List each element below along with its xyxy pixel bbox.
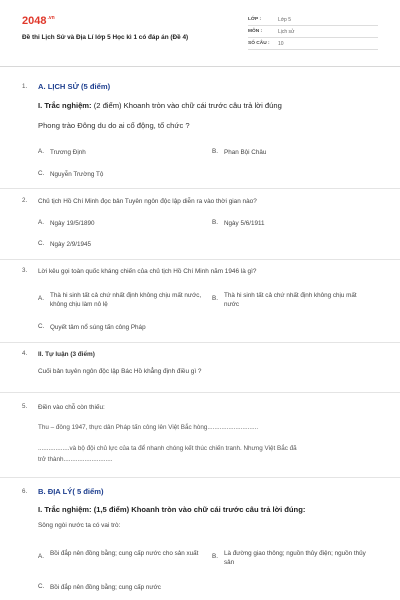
- question-number: 6.: [22, 488, 28, 495]
- fill-line-3: trở thành............................: [38, 456, 113, 463]
- option-letter: C.: [38, 170, 45, 177]
- option-a[interactable]: [38, 549, 208, 560]
- question-text: Sông ngòi nước ta có vai trò:: [38, 522, 121, 529]
- option-b[interactable]: [212, 549, 372, 567]
- document-header: [22, 0, 378, 68]
- option-letter: C.: [38, 240, 45, 247]
- option-letter: A.: [38, 553, 44, 560]
- question-2: [22, 197, 378, 255]
- question-4: [22, 350, 378, 390]
- meta-row-count: [248, 38, 378, 50]
- option-text: Là đường giao thông; nguồn thủy điện; nguồn thủy sản: [224, 550, 366, 566]
- instruction: [38, 99, 378, 112]
- option-letter: B.: [212, 219, 218, 226]
- option-text: Nguyễn Trường Tộ: [50, 171, 104, 178]
- option-text: Ngày 2/9/1945: [50, 241, 91, 248]
- meta-row-class: [248, 14, 378, 26]
- option-c[interactable]: [38, 240, 91, 249]
- option-b[interactable]: [212, 148, 266, 157]
- meta-value: Lớp 5: [278, 16, 292, 23]
- question-number: 1.: [22, 83, 28, 90]
- question-text: Cuối bản tuyên ngôn độc lập Bác Hồ khẳng định điều gì ?: [38, 368, 202, 375]
- question-number: 4.: [22, 350, 28, 357]
- instruction-bold: I. Trắc nghiệm:: [38, 101, 92, 110]
- question-body: [38, 350, 378, 377]
- option-c[interactable]: [38, 323, 146, 332]
- document-meta: [248, 14, 378, 50]
- question-body: [38, 403, 378, 413]
- question-6: [22, 487, 378, 600]
- option-a[interactable]: [38, 219, 94, 228]
- option-text: Quyết tâm nổ súng tấn công Pháp: [50, 324, 146, 331]
- option-b[interactable]: [212, 219, 265, 228]
- option-letter: C.: [38, 583, 45, 590]
- meta-key: MÔN :: [248, 29, 263, 34]
- question-text: Lời kêu gọi toàn quốc kháng chiến của chủ tịch Hồ Chí Minh năm 1946 là gì?: [38, 268, 257, 275]
- question-divider: [0, 342, 400, 343]
- option-text: Bồi đắp nên đồng bằng; cung cấp nước cho sản xuất: [50, 550, 199, 557]
- site-logo[interactable]: [22, 15, 55, 27]
- option-letter: B.: [212, 553, 218, 560]
- option-a[interactable]: [38, 148, 86, 157]
- section-title: A. LỊCH SỬ (5 điểm): [38, 82, 111, 91]
- question-number: 5.: [22, 403, 28, 410]
- question-number: 2.: [22, 197, 28, 204]
- instruction: I. Trắc nghiệm: (1,5 điểm) Khoanh tròn vào chữ cái trước câu trả lời đúng:: [38, 505, 306, 514]
- option-text: Thà hi sinh tất cả chứ nhất định không chịu mất nước: [224, 292, 357, 308]
- question-text: Điền vào chỗ còn thiếu:: [38, 404, 105, 411]
- meta-value: Lịch sử: [278, 28, 295, 35]
- question-divider: [0, 188, 400, 189]
- question-1: [22, 82, 378, 188]
- meta-key: SỐ CÂU :: [248, 41, 270, 46]
- document-title: Đề thi Lịch Sử và Địa Lí lớp 5 Học kì 1 có đáp án (Đề 4): [22, 34, 189, 41]
- meta-value: 10: [278, 40, 284, 47]
- header-divider: [0, 66, 400, 67]
- option-letter: B.: [212, 148, 218, 155]
- option-a[interactable]: [38, 291, 208, 309]
- option-letter: A.: [38, 295, 44, 302]
- option-c[interactable]: [38, 170, 103, 179]
- option-text: Thà hi sinh tất cả chứ nhất định không chịu mất nước, không chịu làm nô lệ: [50, 292, 202, 308]
- question-number: 3.: [22, 267, 28, 274]
- question-divider: [0, 477, 400, 478]
- question-body: [38, 82, 378, 132]
- option-letter: B.: [212, 295, 218, 302]
- option-letter: C.: [38, 323, 45, 330]
- meta-key: LỚP :: [248, 17, 262, 22]
- option-text: Trương Định: [50, 149, 86, 156]
- section-title: B. ĐỊA LÝ( 5 điểm): [38, 487, 104, 496]
- question-title: II. Tự luận (3 điểm): [38, 351, 95, 358]
- question-body: [38, 267, 378, 277]
- option-c[interactable]: [38, 583, 238, 592]
- option-text: Ngày 5/6/1911: [224, 220, 265, 227]
- option-text: Bồi đắp nên đồng bằng; cung cấp nước: [50, 584, 161, 591]
- question-3: [22, 267, 378, 337]
- logo-suffix: .vn: [47, 15, 55, 22]
- question-body: [38, 197, 378, 207]
- fill-line-1: Thu – đông 1947, thực dân Pháp tấn công lên Việt Bắc hòng.............................: [38, 424, 259, 431]
- option-letter: A.: [38, 148, 44, 155]
- option-b[interactable]: [212, 291, 372, 309]
- option-letter: A.: [38, 219, 44, 226]
- logo-text: 2048: [22, 15, 47, 27]
- option-text: Ngày 19/5/1890: [50, 220, 95, 227]
- question-divider: [0, 259, 400, 260]
- question-body: [38, 487, 378, 531]
- meta-row-subject: [248, 26, 378, 38]
- fill-line-2: ..................và bộ đội chủ lực của ta để nhanh chóng kết thúc chiến tranh. Nhưng Việt Bắc đã: [38, 445, 297, 452]
- question-text: Chủ tịch Hồ Chí Minh đọc bản Tuyên ngôn độc lập diễn ra vào thời gian nào?: [38, 198, 257, 205]
- instruction-rest: (2 điểm) Khoanh tròn vào chữ cái trước câu trả lời đúng: [91, 101, 282, 110]
- question-text: Phong trào Đông du do ai cổ động, tổ chức ?: [38, 121, 190, 130]
- option-text: Phan Bội Châu: [224, 149, 267, 156]
- question-5: [22, 403, 378, 473]
- question-divider: [0, 392, 400, 393]
